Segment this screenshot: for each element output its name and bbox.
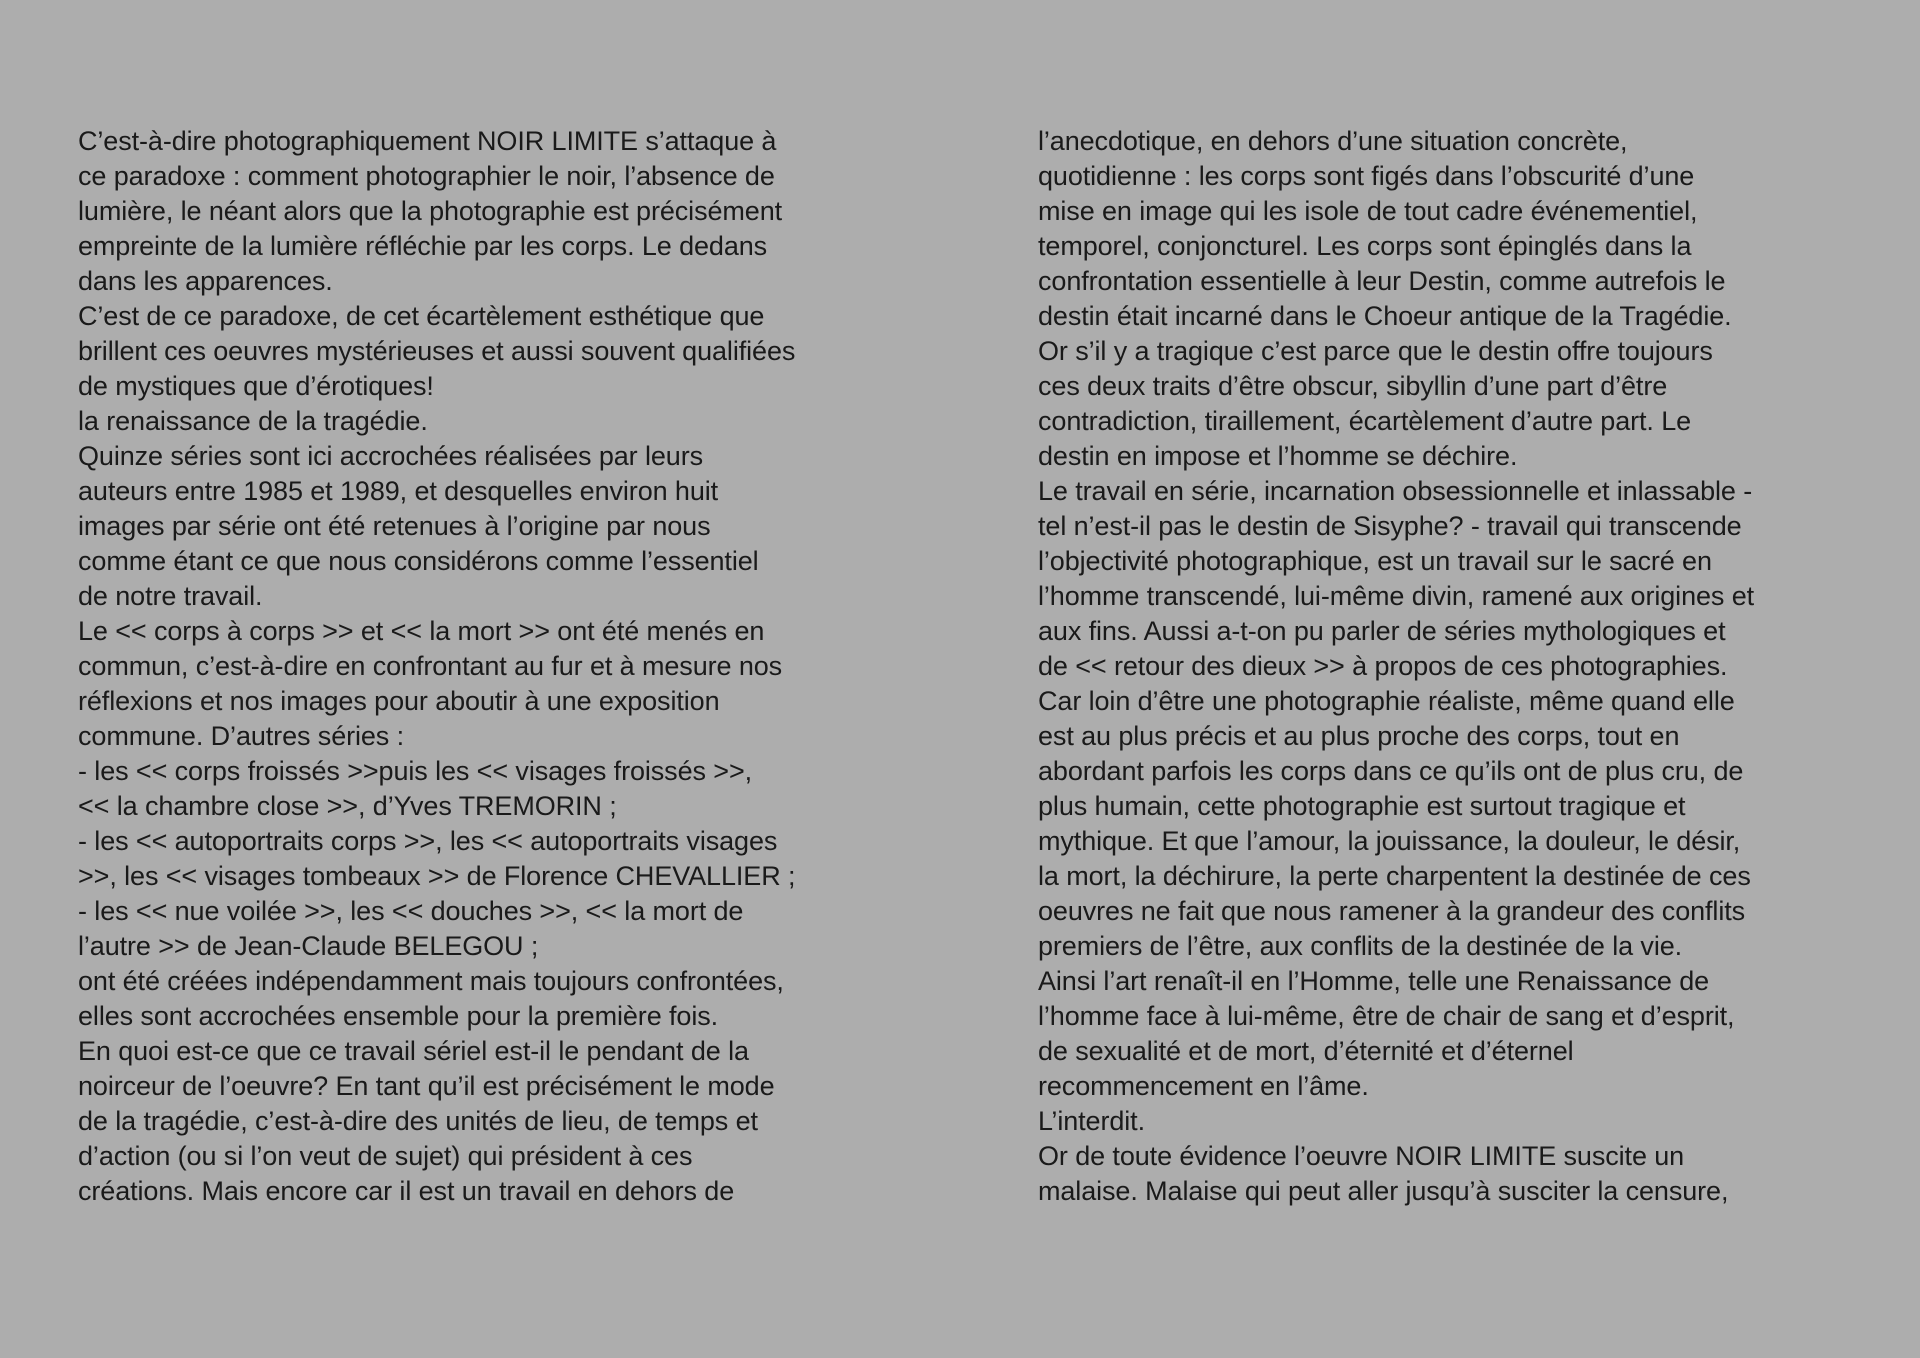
text-line: C’est de ce paradoxe, de cet écartèlement esthétique que <box>78 301 765 331</box>
left-page-text <box>78 124 908 1209</box>
text-line: contradiction, tiraillement, écartèlement d’autre part. Le <box>1038 406 1692 436</box>
text-line: de notre travail. <box>78 581 263 611</box>
text-line: noirceur de l’oeuvre? En tant qu’il est précisément le mode <box>78 1071 775 1101</box>
text-line: L’interdit. <box>1038 1106 1145 1136</box>
text-line: de << retour des dieux >> à propos de ces photographies. <box>1038 651 1728 681</box>
text-line: Car loin d’être une photographie réaliste, même quand elle <box>1038 686 1735 716</box>
text-line: - les << autoportraits corps >>, les << autoportraits visages <box>78 826 778 856</box>
text-line: Ainsi l’art renaît-il en l’Homme, telle une Renaissance de <box>1038 966 1710 996</box>
text-line: aux fins. Aussi a-t-on pu parler de séries mythologiques et <box>1038 616 1726 646</box>
text-line: Le travail en série, incarnation obsessionnelle et inlassable - <box>1038 476 1753 506</box>
text-line: Or s’il y a tragique c’est parce que le destin offre toujours <box>1038 336 1713 366</box>
text-line: malaise. Malaise qui peut aller jusqu’à susciter la censure, <box>1038 1176 1729 1206</box>
text-line: commune. D’autres séries : <box>78 721 405 751</box>
text-line: ont été créées indépendamment mais toujours confrontées, <box>78 966 784 996</box>
text-line: Or de toute évidence l’oeuvre NOIR LIMITE suscite un <box>1038 1141 1685 1171</box>
text-line: lumière, le néant alors que la photographie est précisément <box>78 196 783 226</box>
text-line: quotidienne : les corps sont figés dans l’obscurité d’une <box>1038 161 1695 191</box>
text-line: - les << nue voilée >>, les << douches >>, << la mort de <box>78 896 744 926</box>
text-line: comme étant ce que nous considérons comme l’essentiel <box>78 546 759 576</box>
text-line: l’anecdotique, en dehors d’une situation concrète, <box>1038 126 1628 156</box>
text-line: mise en image qui les isole de tout cadre événementiel, <box>1038 196 1698 226</box>
text-line: mythique. Et que l’amour, la jouissance, la douleur, le désir, <box>1038 826 1741 856</box>
text-line: En quoi est-ce que ce travail sériel est-il le pendant de la <box>78 1036 749 1066</box>
text-line: créations. Mais encore car il est un travail en dehors de <box>78 1176 735 1206</box>
text-line: tel n’est-il pas le destin de Sisyphe? - travail qui transcende <box>1038 511 1742 541</box>
text-line: ces deux traits d’être obscur, sibyllin d’une part d’être <box>1038 371 1668 401</box>
text-line: empreinte de la lumière réfléchie par les corps. Le dedans <box>78 231 768 261</box>
text-line: recommencement en l’âme. <box>1038 1071 1369 1101</box>
text-line: l’autre >> de Jean-Claude BELEGOU ; <box>78 931 539 961</box>
text-line: brillent ces oeuvres mystérieuses et aussi souvent qualifiées <box>78 336 796 366</box>
text-line: de la tragédie, c’est-à-dire des unités de lieu, de temps et <box>78 1106 758 1136</box>
text-line: l’homme face à lui-même, être de chair de sang et d’esprit, <box>1038 1001 1735 1031</box>
text-line: >>, les << visages tombeaux >> de Florence CHEVALLIER ; <box>78 861 796 891</box>
text-line: destin était incarné dans le Choeur antique de la Tragédie. <box>1038 301 1732 331</box>
right-page-text <box>1038 124 1868 1209</box>
text-line: de sexualité et de mort, d’éternité et d’éternel <box>1038 1036 1574 1066</box>
text-line: confrontation essentielle à leur Destin, comme autrefois le <box>1038 266 1726 296</box>
text-line: d’action (ou si l’on veut de sujet) qui président à ces <box>78 1141 693 1171</box>
text-line: elles sont accrochées ensemble pour la première fois. <box>78 1001 719 1031</box>
text-line: est au plus précis et au plus proche des corps, tout en <box>1038 721 1680 751</box>
text-line: premiers de l’être, aux conflits de la destinée de la vie. <box>1038 931 1683 961</box>
text-line: Quinze séries sont ici accrochées réalisées par leurs <box>78 441 703 471</box>
text-line: l’homme transcendé, lui-même divin, ramené aux origines et <box>1038 581 1755 611</box>
text-line: ce paradoxe : comment photographier le noir, l’absence de <box>78 161 775 191</box>
text-line: dans les apparences. <box>78 266 333 296</box>
text-line: images par série ont été retenues à l’origine par nous <box>78 511 711 541</box>
text-line: de mystiques que d’érotiques! <box>78 371 434 401</box>
text-line: réflexions et nos images pour aboutir à une exposition <box>78 686 720 716</box>
text-line: abordant parfois les corps dans ce qu’ils ont de plus cru, de <box>1038 756 1744 786</box>
text-line: Le << corps à corps >> et << la mort >> ont été menés en <box>78 616 765 646</box>
text-line: commun, c’est-à-dire en confrontant au fur et à mesure nos <box>78 651 783 681</box>
text-line: auteurs entre 1985 et 1989, et desquelles environ huit <box>78 476 719 506</box>
text-line: - les << corps froissés >>puis les << visages froissés >>, <box>78 756 753 786</box>
text-line: C’est-à-dire photographiquement NOIR LIMITE s’attaque à <box>78 126 777 156</box>
text-line: << la chambre close >>, d’Yves TREMORIN ; <box>78 791 617 821</box>
text-line: oeuvres ne fait que nous ramener à la grandeur des conflits <box>1038 896 1746 926</box>
text-line: plus humain, cette photographie est surtout tragique et <box>1038 791 1686 821</box>
text-line: la mort, la déchirure, la perte charpentent la destinée de ces <box>1038 861 1751 891</box>
text-line: destin en impose et l’homme se déchire. <box>1038 441 1518 471</box>
text-line: la renaissance de la tragédie. <box>78 406 428 436</box>
text-line: l’objectivité photographique, est un travail sur le sacré en <box>1038 546 1712 576</box>
text-line: temporel, conjoncturel. Les corps sont épinglés dans la <box>1038 231 1692 261</box>
